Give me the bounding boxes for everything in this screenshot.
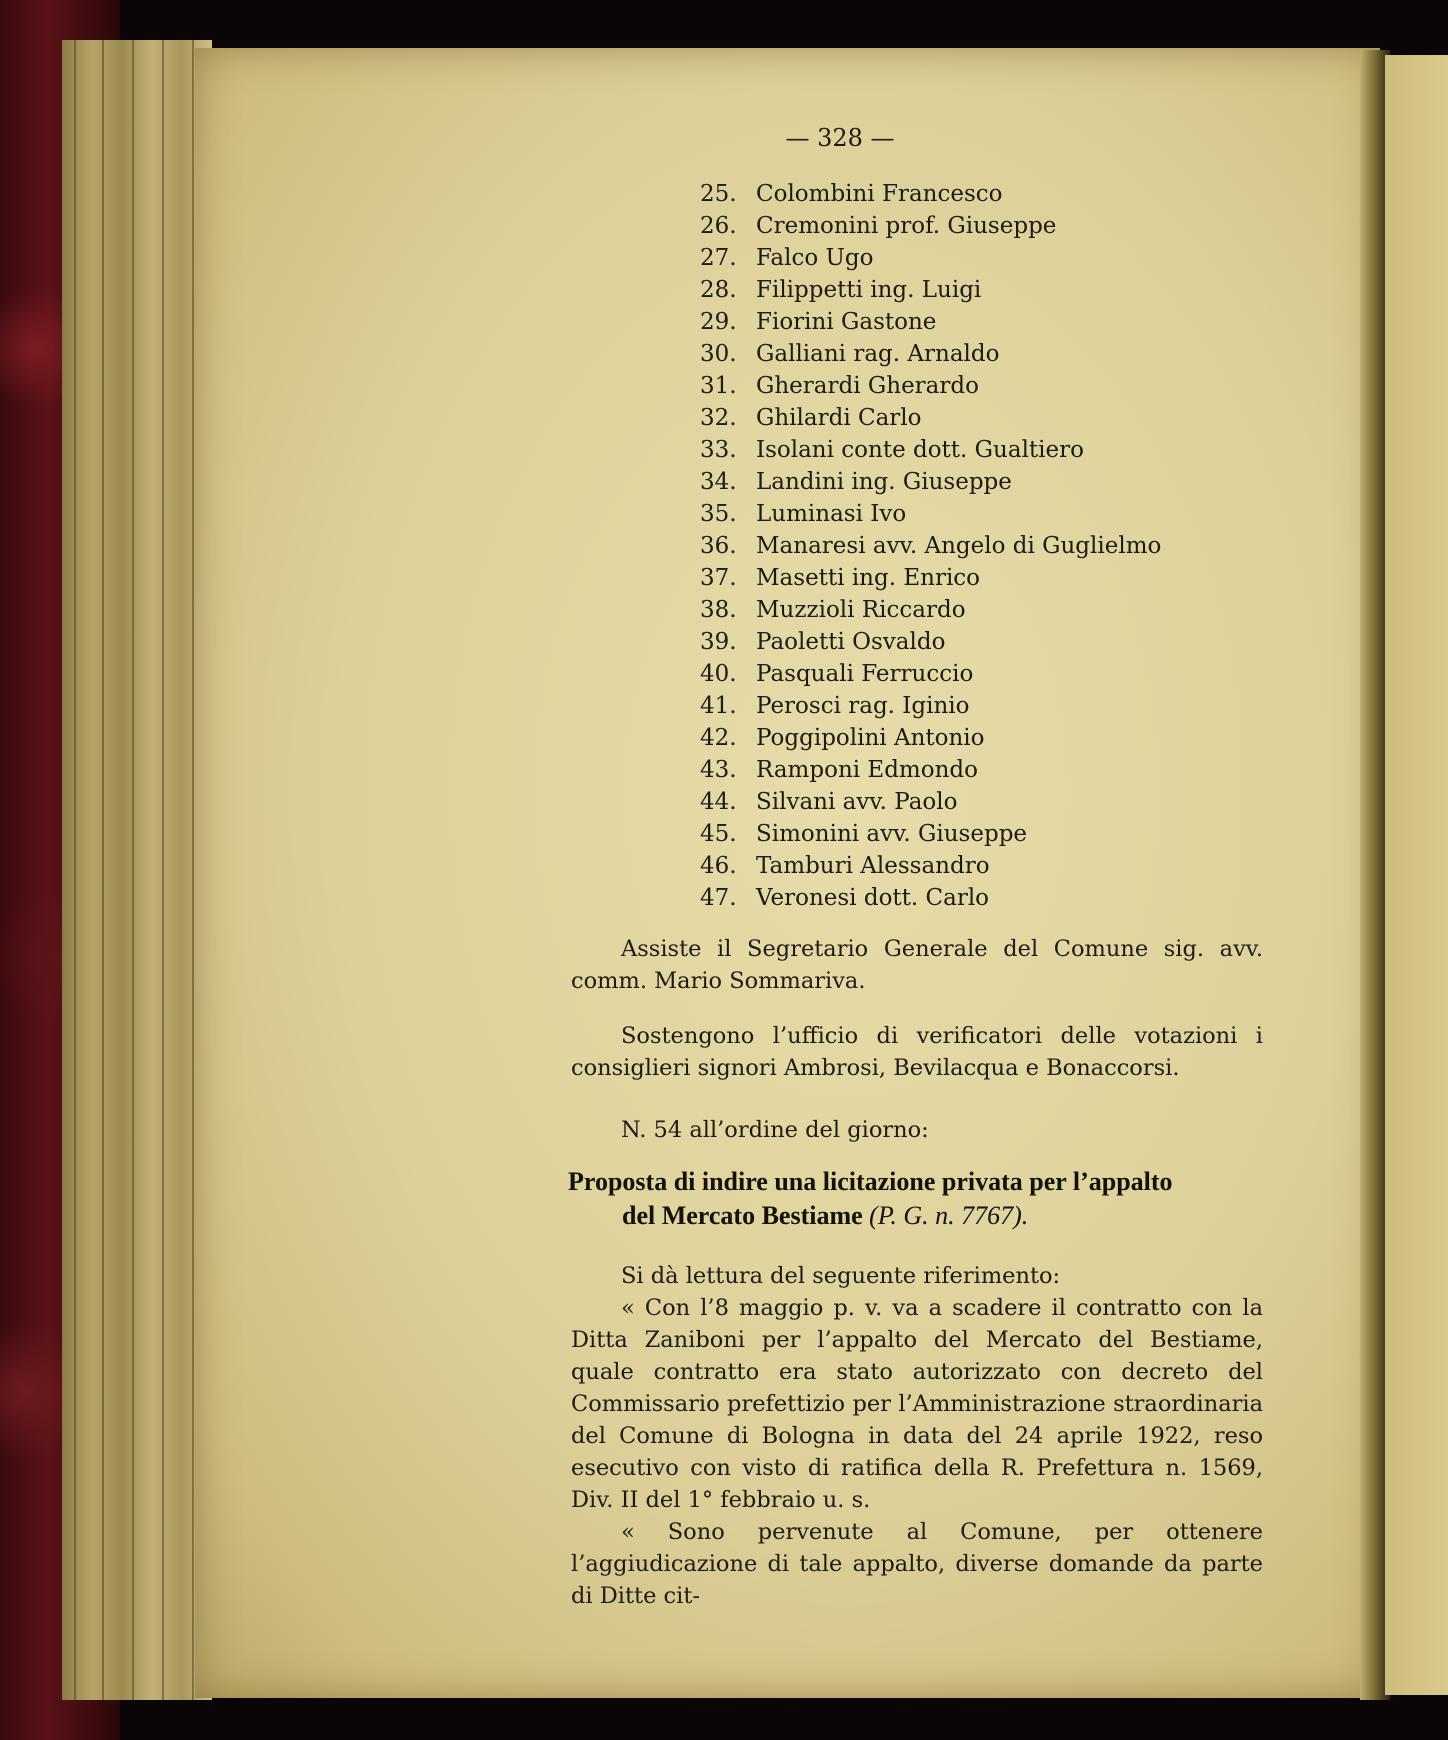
list-item-name: Gherardi Gherardo xyxy=(756,373,979,399)
list-item-name: Luminasi Ivo xyxy=(756,501,907,527)
list-item-number: 30. xyxy=(700,341,737,367)
list-item-name: Simonini avv. Giuseppe xyxy=(756,821,1028,847)
list-item-number: 25. xyxy=(700,181,737,207)
list-item-number: 42. xyxy=(700,725,737,751)
assiste-paragraph: Assiste il Segretario Generale del Comune sig. avv. comm. Mario Sommariva. xyxy=(571,936,1263,994)
list-item xyxy=(700,850,1161,882)
list-item-name: Perosci rag. Iginio xyxy=(756,693,970,719)
proposal-heading xyxy=(568,1165,1268,1233)
lettura-line: Si dà lettura del seguente riferimento: xyxy=(621,1263,1061,1289)
list-item xyxy=(700,562,1161,594)
list-item-number: 31. xyxy=(700,373,737,399)
list-item xyxy=(700,658,1161,690)
heading-line1: Proposta di indire una licitazione privata per l’appalto xyxy=(568,1167,1173,1196)
list-item-number: 26. xyxy=(700,213,737,239)
list-item xyxy=(700,786,1161,818)
list-item-number: 27. xyxy=(700,245,737,271)
list-item-number: 38. xyxy=(700,597,737,623)
list-item-name: Ramponi Edmondo xyxy=(756,757,978,783)
list-item xyxy=(700,882,1161,914)
list-item-number: 39. xyxy=(700,629,737,655)
page-edge-line xyxy=(162,40,164,1700)
list-item xyxy=(700,594,1161,626)
list-item-name: Silvani avv. Paolo xyxy=(756,789,958,815)
next-page-edge xyxy=(1385,55,1448,1695)
list-item xyxy=(700,626,1161,658)
list-item xyxy=(700,434,1161,466)
list-item xyxy=(700,466,1161,498)
list-item xyxy=(700,210,1161,242)
list-item xyxy=(700,178,1161,210)
list-item-name: Masetti ing. Enrico xyxy=(756,565,981,591)
referral-paragraph-2: « Sono pervenute al Comune, per ottenere l’aggiudicazione di tale appalto, diverse domande da parte di Ditte cit- xyxy=(571,1519,1263,1609)
list-item-name: Filippetti ing. Luigi xyxy=(756,277,982,303)
list-item-name: Tamburi Alessandro xyxy=(756,853,990,879)
list-item-name: Muzzioli Riccardo xyxy=(756,597,966,623)
list-item-name: Pasquali Ferruccio xyxy=(756,661,974,687)
list-item xyxy=(700,274,1161,306)
list-item xyxy=(700,722,1161,754)
list-item xyxy=(700,690,1161,722)
list-item-name: Landini ing. Giuseppe xyxy=(756,469,1012,495)
list-item-number: 40. xyxy=(700,661,737,687)
verificatori-paragraph: Sostengono l’ufficio di verificatori delle votazioni i consiglieri signori Ambrosi, Bevilacqua e Bonaccorsi. xyxy=(571,1023,1263,1081)
list-item-name: Falco Ugo xyxy=(756,245,874,271)
page-edge-line xyxy=(132,40,134,1700)
list-item-name: Paoletti Osvaldo xyxy=(756,629,946,655)
list-item-name: Isolani conte dott. Gualtiero xyxy=(756,437,1084,463)
page-edge-line xyxy=(192,40,194,1700)
list-item xyxy=(700,530,1161,562)
list-item-name: Galliani rag. Arnaldo xyxy=(756,341,1000,367)
list-item-name: Poggipolini Antonio xyxy=(756,725,985,751)
page-number: — 328 — xyxy=(785,124,895,152)
heading-reference: (P. G. n. 7767). xyxy=(869,1201,1029,1230)
list-item-number: 41. xyxy=(700,693,737,719)
list-item-name: Cremonini prof. Giuseppe xyxy=(756,213,1057,239)
page-stack xyxy=(62,40,212,1700)
list-item xyxy=(700,370,1161,402)
heading-line2: del Mercato Bestiame xyxy=(622,1201,863,1230)
list-item-number: 45. xyxy=(700,821,737,847)
list-item-number: 29. xyxy=(700,309,737,335)
list-item-number: 37. xyxy=(700,565,737,591)
list-item xyxy=(700,306,1161,338)
list-item-number: 32. xyxy=(700,405,737,431)
list-item-number: 28. xyxy=(700,277,737,303)
list-item-name: Ghilardi Carlo xyxy=(756,405,922,431)
list-item-number: 36. xyxy=(700,533,737,559)
list-item-name: Colombini Francesco xyxy=(756,181,1003,207)
page-edge-line xyxy=(74,40,76,1700)
list-item-name: Veronesi dott. Carlo xyxy=(756,885,990,911)
ordine-del-giorno: N. 54 all’ordine del giorno: xyxy=(621,1117,929,1143)
list-item-number: 33. xyxy=(700,437,737,463)
list-item-name: Fiorini Gastone xyxy=(756,309,937,335)
list-item-number: 35. xyxy=(700,501,737,527)
list-item xyxy=(700,498,1161,530)
list-item xyxy=(700,818,1161,850)
heading-line2-wrap xyxy=(568,1199,1268,1233)
list-item-number: 46. xyxy=(700,853,737,879)
list-item xyxy=(700,242,1161,274)
referral-paragraph-1: « Con l’8 maggio p. v. va a scadere il contratto con la Ditta Zaniboni per l’appalto del Mercato del Bestiame, quale contratto era stato autorizzato con decreto del Commissario prefettizio per l’Amministrazione straordinaria del Comune di Bologna in data del 24 aprile 1922, reso esecutivo con visto di ratifica della R. Prefettura n. 1569, Div. II del 1° febbraio u. s. xyxy=(571,1295,1263,1513)
list-item xyxy=(700,402,1161,434)
list-item-number: 43. xyxy=(700,757,737,783)
page-edge-line xyxy=(102,40,104,1700)
list-item-number: 44. xyxy=(700,789,737,815)
list-item-number: 34. xyxy=(700,469,737,495)
list-item xyxy=(700,754,1161,786)
list-item xyxy=(700,338,1161,370)
list-item-name: Manaresi avv. Angelo di Guglielmo xyxy=(756,533,1162,559)
member-list xyxy=(700,178,1161,914)
list-item-number: 47. xyxy=(700,885,737,911)
